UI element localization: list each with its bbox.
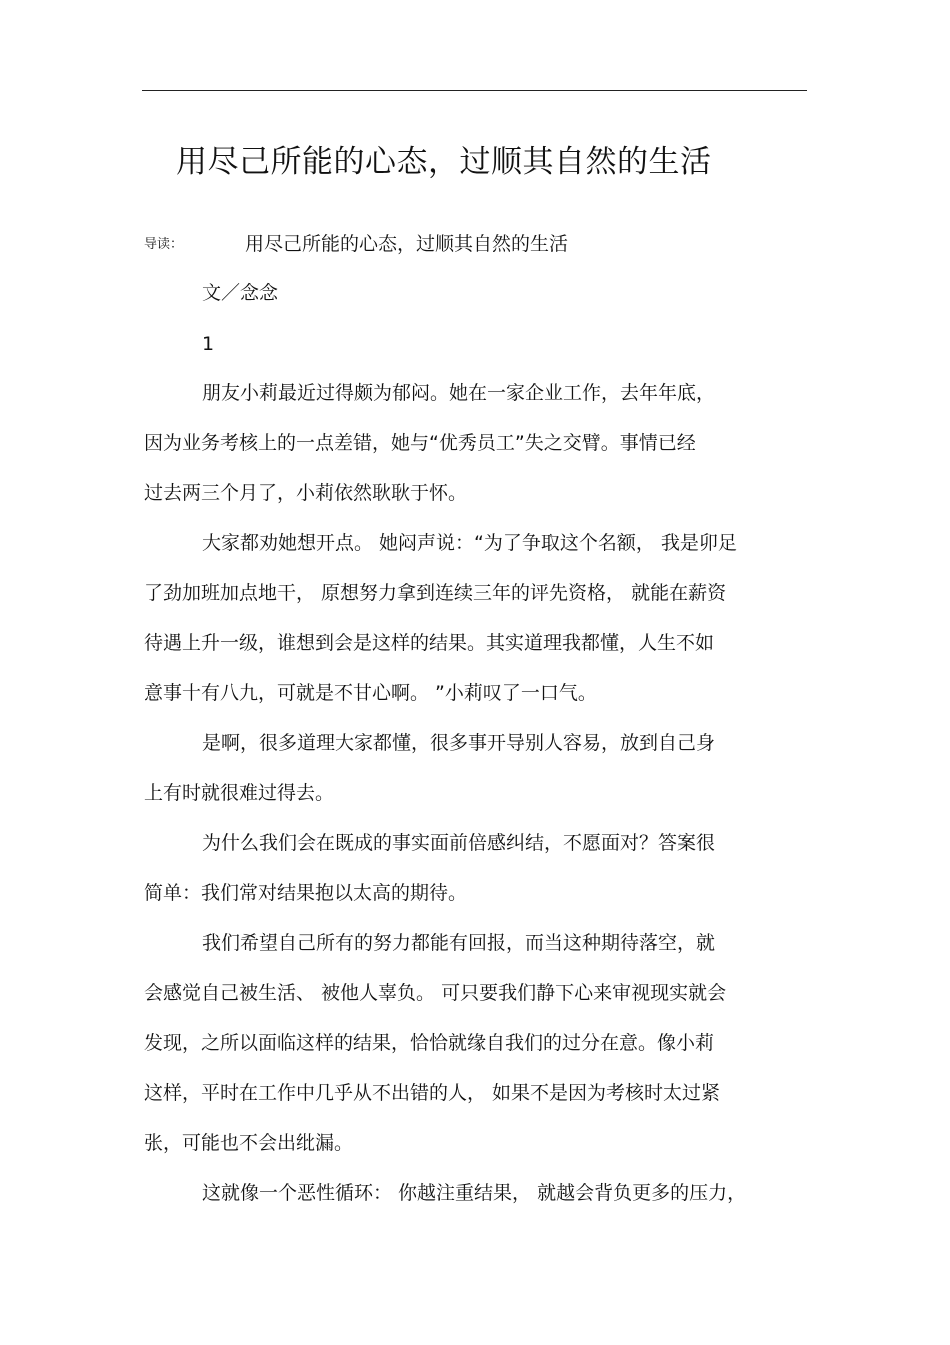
body-line: 意事十有八九，可就是不甘心啊。 ”小莉叹了一口气。	[144, 682, 597, 704]
byline: 文／念念	[202, 282, 279, 304]
body-line: 上有时就很难过得去。	[144, 782, 335, 804]
header-rule	[142, 90, 807, 91]
guide-label: 导读：	[144, 237, 184, 252]
body-line: 待遇上升一级，谁想到会是这样的结果。其实道理我都懂，人生不如	[144, 632, 715, 654]
body-line: 张，可能也不会出纰漏。	[144, 1132, 354, 1154]
body-line: 会感觉自己被生活、 被他人辜负。 可只要我们静下心来审视现实就会	[144, 982, 727, 1004]
body-line: 我们希望自己所有的努力都能有回报，而当这种期待落空，就	[202, 932, 716, 954]
body-line: 为什么我们会在既成的事实面前倍感纠结，不愿面对？答案很	[202, 832, 716, 854]
body-line: 过去两三个月了，小莉依然耿耿于怀。	[144, 482, 468, 504]
body-line: 这样，平时在工作中几乎从不出错的人， 如果不是因为考核时太过紧	[144, 1082, 721, 1104]
body-line: 朋友小莉最近过得颇为郁闷。她在一家企业工作，去年年底，	[202, 382, 716, 404]
body-line: 因为业务考核上的一点差错，她与“优秀员工”失之交臂。事情已经	[144, 432, 696, 454]
body-line: 是啊，很多道理大家都懂，很多事开导别人容易，放到自己身	[202, 732, 716, 754]
section-number: 1	[202, 333, 215, 355]
body-line: 简单：我们常对结果抱以太高的期待。	[144, 882, 468, 904]
document-title: 用尽己所能的心态，过顺其自然的生活	[176, 144, 712, 180]
body-line: 这就像一个恶性循环： 你越注重结果， 就越会背负更多的压力，	[202, 1182, 747, 1204]
body-line: 发现，之所以面临这样的结果，恰恰就缘自我们的过分在意。像小莉	[144, 1032, 715, 1054]
guide-text: 用尽己所能的心态，过顺其自然的生活	[245, 233, 569, 255]
body-line: 大家都劝她想开点。 她闷声说：“为了争取这个名额， 我是卯足	[202, 532, 737, 554]
body-line: 了劲加班加点地干， 原想努力拿到连续三年的评先资格， 就能在薪资	[144, 582, 727, 604]
